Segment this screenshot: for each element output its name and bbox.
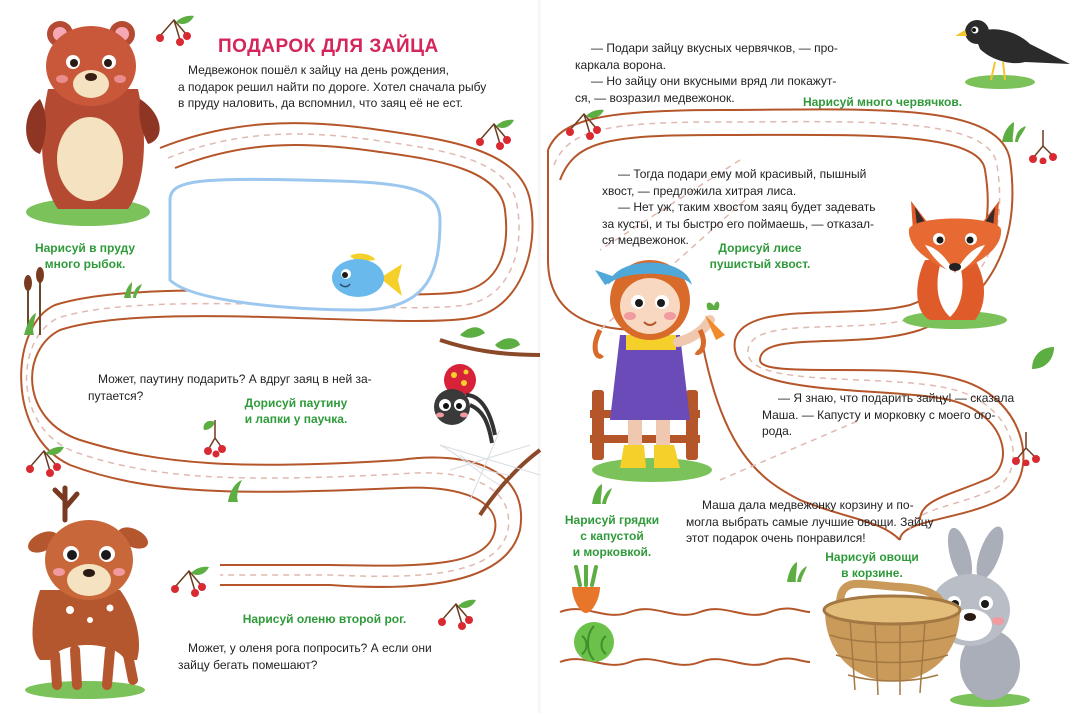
text-line: рода. <box>762 424 793 438</box>
masha-illustration <box>590 240 735 485</box>
text-line: могла выбрать самые лучшие овощи. Зайцу <box>686 514 934 529</box>
text-line: хвост, — предложила хитрая лиса. <box>602 183 797 198</box>
carrot-icon <box>566 565 606 615</box>
masha-paragraph <box>762 390 1044 440</box>
task-line: в корзине. <box>841 566 903 580</box>
berries-icon <box>432 598 480 634</box>
reeds-icon <box>18 265 58 335</box>
grass-icon <box>590 482 614 504</box>
text-line: Медвежонок пошёл к зайцу на день рождения, <box>188 63 449 77</box>
task-fish <box>30 240 140 272</box>
text-line: — Но зайцу они вкусными вряд ли покажут- <box>591 74 837 88</box>
text-line: — Нет уж, таким хвостом заяц будет задевать <box>618 200 876 214</box>
berries-icon <box>165 565 213 601</box>
deer-illustration <box>15 480 165 700</box>
grass-icon <box>1000 120 1028 142</box>
task-line: Нарисуй овощи <box>825 550 919 564</box>
task-line: Нарисуй грядки <box>564 513 660 527</box>
task-spider <box>236 395 356 427</box>
text-line: в пруду наловить, да вспомнил, что заяц её не ест. <box>178 96 463 110</box>
page-title: ПОДАРОК ДЛЯ ЗАЙЦА <box>218 36 439 57</box>
text-line: Маша. — Капусту и морковку с моего ого- <box>762 407 996 422</box>
text-line: этот подарок очень понравился! <box>686 531 866 545</box>
fox-paragraph <box>602 166 904 249</box>
task-worms: Нарисуй много червячков. <box>802 95 963 109</box>
task-line: Нарисуй в пруду <box>34 241 136 255</box>
text-line: — Подари зайцу вкусных червячков, — про- <box>591 41 838 55</box>
task-garden <box>562 512 662 560</box>
text-line: путается? <box>88 388 144 403</box>
berries-icon <box>200 418 230 458</box>
task-line: Дорисуй паутину <box>244 396 348 410</box>
text-line: а подарок решил найти по дороге. Хотел сначала рыбу <box>178 79 487 94</box>
task-line: много рыбок. <box>44 257 126 271</box>
text-line: каркала ворона. <box>575 57 666 72</box>
text-line: — Тогда подари ему мой красивый, пышный <box>618 167 867 181</box>
text-line: — Я знаю, что подарить зайцу! — сказала <box>778 391 1015 405</box>
ending-paragraph <box>686 497 950 547</box>
text-line: Может, у оленя рога попросить? А если они <box>188 641 432 655</box>
berries-icon <box>560 108 608 144</box>
task-line: Дорисуй лисе <box>718 241 802 255</box>
berries-icon <box>1025 128 1061 164</box>
leaf-icon <box>1030 345 1056 371</box>
task-deer: Нарисуй оленю второй рог. <box>242 612 407 626</box>
berries-icon <box>150 14 198 50</box>
grass-icon <box>122 280 144 298</box>
text-line: ся, — возразил медвежонок. <box>575 90 735 105</box>
fish-illustration <box>330 250 405 305</box>
crow-illustration <box>955 14 1075 89</box>
text-line: Маша дала медвежонку корзину и по- <box>702 498 914 512</box>
task-line: с капустой <box>580 529 644 543</box>
spider-illustration <box>400 325 545 525</box>
berries-icon <box>20 445 68 481</box>
cabbage-icon <box>572 618 617 663</box>
task-fox <box>700 240 820 272</box>
berries-icon <box>470 118 518 154</box>
intro-paragraph <box>178 62 503 112</box>
bear-illustration <box>18 14 168 229</box>
text-line: Может, паутину подарить? А вдруг заяц в ней за- <box>98 372 372 386</box>
task-line: и лапки у паучка. <box>244 412 348 426</box>
fox-illustration <box>895 195 1010 330</box>
grass-icon <box>226 478 248 502</box>
text-line: ся медвежонок. <box>602 233 689 247</box>
task-line: пушистый хвост. <box>709 257 811 271</box>
grass-icon <box>785 560 809 582</box>
task-basket <box>812 549 932 581</box>
text-line: за кусты, и ты быстро его поймаешь, — отказал- <box>602 216 874 231</box>
deer-paragraph <box>178 640 503 673</box>
text-line: зайцу бегать помешают? <box>178 657 318 672</box>
task-line: и морковкой. <box>572 545 652 559</box>
